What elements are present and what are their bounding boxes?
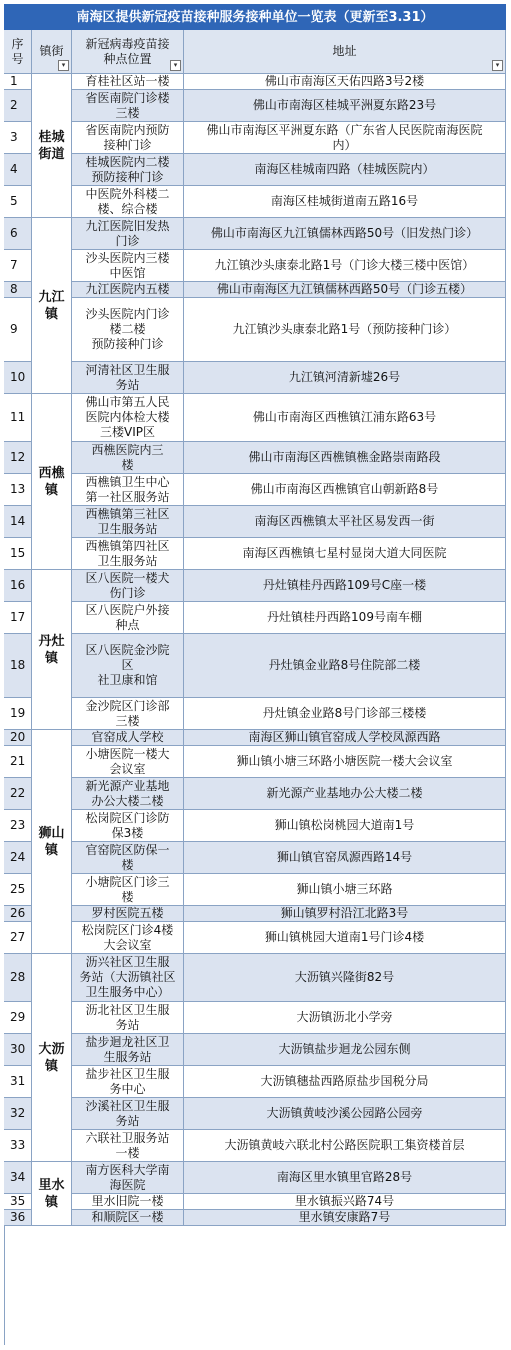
- site-cell: 西樵镇卫生中心 第一社区服务站: [72, 474, 184, 506]
- address-cell: 狮山镇小塘三环路: [184, 874, 506, 906]
- header-address[interactable]: [184, 30, 506, 74]
- row-number: 31: [4, 1066, 32, 1098]
- row-number: 21: [4, 746, 32, 778]
- town-cell: 九江 镇: [32, 218, 72, 394]
- table-title: 南海区提供新冠疫苗接种服务接种单位一览表（更新至3.31）: [4, 4, 506, 30]
- row-number: 11: [4, 394, 32, 442]
- site-cell: 省医南院内预防 接种门诊: [72, 122, 184, 154]
- site-cell: 沥兴社区卫生服 务站（大沥镇社区 卫生服务中心）: [72, 954, 184, 1002]
- address-cell: 九江镇沙头康泰北路1号（预防接种门诊）: [184, 298, 506, 362]
- site-cell: 新光源产业基地 办公大楼二楼: [72, 778, 184, 810]
- address-cell: 佛山市南海区平洲夏东路（广东省人民医院南海医院 内）: [184, 122, 506, 154]
- address-cell: 佛山市南海区九江镇儒林西路50号（门诊五楼）: [184, 282, 506, 298]
- site-cell: 佛山市第五人民 医院内体检大楼 三楼VIP区: [72, 394, 184, 442]
- town-cell: 里水 镇: [32, 1162, 72, 1226]
- address-cell: 佛山市南海区西樵镇官山朝新路8号: [184, 474, 506, 506]
- site-cell: 中医院外科楼二 楼、综合楼: [72, 186, 184, 218]
- row-number: 2: [4, 90, 32, 122]
- address-cell: 大沥镇沥北小学旁: [184, 1002, 506, 1034]
- header-site[interactable]: [72, 30, 184, 74]
- address-cell: 佛山市南海区桂城平洲夏东路23号: [184, 90, 506, 122]
- address-cell: 里水镇振兴路74号: [184, 1194, 506, 1210]
- row-number: 5: [4, 186, 32, 218]
- site-cell: 金沙院区门诊部 三楼: [72, 698, 184, 730]
- row-number: 22: [4, 778, 32, 810]
- site-cell: 西樵医院内三 楼: [72, 442, 184, 474]
- address-cell: 佛山市南海区西樵镇樵金路崇南路段: [184, 442, 506, 474]
- site-cell: 松岗院区门诊防 保3楼: [72, 810, 184, 842]
- site-cell: 桂城医院内二楼 预防接种门诊: [72, 154, 184, 186]
- row-number: 13: [4, 474, 32, 506]
- address-cell: 南海区里水镇里官路28号: [184, 1162, 506, 1194]
- address-cell: 佛山市南海区西樵镇江浦东路63号: [184, 394, 506, 442]
- site-cell: 沙溪社区卫生服 务站: [72, 1098, 184, 1130]
- address-cell: 丹灶镇金业路8号住院部二楼: [184, 634, 506, 698]
- address-cell: 大沥镇穗盐西路原盐步国税分局: [184, 1066, 506, 1098]
- site-cell: 区八医院一楼犬 伤门诊: [72, 570, 184, 602]
- row-number: 8: [4, 282, 32, 298]
- address-cell: 狮山镇桃园大道南1号门诊4楼: [184, 922, 506, 954]
- site-cell: 六联社卫服务站 一楼: [72, 1130, 184, 1162]
- town-cell: 西樵 镇: [32, 394, 72, 570]
- address-cell: 狮山镇罗村沿江北路3号: [184, 906, 506, 922]
- address-cell: 大沥镇黄岐沙溪公园路公园旁: [184, 1098, 506, 1130]
- row-number: 7: [4, 250, 32, 282]
- address-cell: 南海区桂城街道南五路16号: [184, 186, 506, 218]
- row-number: 28: [4, 954, 32, 1002]
- town-cell: 丹灶 镇: [32, 570, 72, 730]
- site-cell: 松岗院区门诊4楼 大会议室: [72, 922, 184, 954]
- row-number: 33: [4, 1130, 32, 1162]
- site-cell: 罗村医院五楼: [72, 906, 184, 922]
- row-number: 6: [4, 218, 32, 250]
- row-number: 23: [4, 810, 32, 842]
- site-cell: 沥北社区卫生服 务站: [72, 1002, 184, 1034]
- header-address-label: 地址: [332, 44, 357, 58]
- address-cell: 九江镇沙头康泰北路1号（门诊大楼三楼中医馆）: [184, 250, 506, 282]
- address-cell: 丹灶镇金业路8号门诊部三楼楼: [184, 698, 506, 730]
- header-town[interactable]: [32, 30, 72, 74]
- row-number: 3: [4, 122, 32, 154]
- header-no[interactable]: [4, 30, 32, 74]
- address-cell: 大沥镇黄岐六联北村公路医院职工集资楼首层: [184, 1130, 506, 1162]
- row-number: 27: [4, 922, 32, 954]
- address-cell: 佛山市南海区九江镇儒林西路50号（旧发热门诊）: [184, 218, 506, 250]
- site-cell: 河清社区卫生服 务站: [72, 362, 184, 394]
- site-cell: 小塘医院一楼大 会议室: [72, 746, 184, 778]
- site-cell: 区八医院金沙院 区 社卫康和馆: [72, 634, 184, 698]
- row-number: 25: [4, 874, 32, 906]
- row-number: 35: [4, 1194, 32, 1210]
- header-site-label: 新冠病毒疫苗接 种点位置: [85, 36, 170, 66]
- site-cell: 盐步社区卫生服 务中心: [72, 1066, 184, 1098]
- address-cell: 丹灶镇桂丹西路109号南车棚: [184, 602, 506, 634]
- address-cell: 大沥镇兴隆街82号: [184, 954, 506, 1002]
- address-cell: 南海区西樵镇太平社区易发西一街: [184, 506, 506, 538]
- address-cell: 南海区西樵镇七星村显岗大道大同医院: [184, 538, 506, 570]
- row-number: 12: [4, 442, 32, 474]
- site-cell: 里水旧院一楼: [72, 1194, 184, 1210]
- address-cell: 狮山镇小塘三环路小塘医院一楼大会议室: [184, 746, 506, 778]
- site-cell: 西樵镇第四社区 卫生服务站: [72, 538, 184, 570]
- row-number: 4: [4, 154, 32, 186]
- address-cell: 狮山镇官窑凤源西路14号: [184, 842, 506, 874]
- filter-dropdown-icon[interactable]: ▾: [492, 60, 503, 71]
- row-number: 30: [4, 1034, 32, 1066]
- site-cell: 小塘院区门诊三 楼: [72, 874, 184, 906]
- site-cell: 南方医科大学南 海医院: [72, 1162, 184, 1194]
- site-cell: 区八医院户外接 种点: [72, 602, 184, 634]
- town-cell: 狮山 镇: [32, 730, 72, 954]
- row-number: 24: [4, 842, 32, 874]
- row-number: 26: [4, 906, 32, 922]
- address-cell: 九江镇河清新墟26号: [184, 362, 506, 394]
- filter-dropdown-icon[interactable]: ▾: [58, 60, 69, 71]
- row-number: 10: [4, 362, 32, 394]
- site-cell: 盐步迴龙社区卫 生服务站: [72, 1034, 184, 1066]
- row-number: 17: [4, 602, 32, 634]
- address-cell: 南海区桂城南四路（桂城医院内）: [184, 154, 506, 186]
- address-cell: 丹灶镇桂丹西路109号C座一楼: [184, 570, 506, 602]
- site-cell: 九江医院内五楼: [72, 282, 184, 298]
- row-number: 29: [4, 1002, 32, 1034]
- site-cell: 育桂社区站一楼: [72, 74, 184, 90]
- row-number: 9: [4, 298, 32, 362]
- row-number: 20: [4, 730, 32, 746]
- town-cell: 大沥 镇: [32, 954, 72, 1162]
- site-cell: 沙头医院内三楼 中医馆: [72, 250, 184, 282]
- site-cell: 和顺院区一楼: [72, 1210, 184, 1226]
- row-number: 32: [4, 1098, 32, 1130]
- address-cell: 佛山市南海区天佑四路3号2楼: [184, 74, 506, 90]
- row-number: 34: [4, 1162, 32, 1194]
- site-cell: 西樵镇第三社区 卫生服务站: [72, 506, 184, 538]
- header-no-label: 序 号: [11, 36, 24, 66]
- row-number: 14: [4, 506, 32, 538]
- filter-dropdown-icon[interactable]: ▾: [170, 60, 181, 71]
- town-cell: 桂城 街道: [32, 74, 72, 218]
- address-cell: 南海区狮山镇官窑成人学校凤源西路: [184, 730, 506, 746]
- row-number: 36: [4, 1210, 32, 1226]
- row-number: 18: [4, 634, 32, 698]
- vaccination-sites-table: [4, 4, 506, 1345]
- row-number: 15: [4, 538, 32, 570]
- site-cell: 沙头医院内门诊 楼二楼 预防接种门诊: [72, 298, 184, 362]
- row-number: 1: [4, 74, 32, 90]
- row-number: 19: [4, 698, 32, 730]
- site-cell: 官窑成人学校: [72, 730, 184, 746]
- site-cell: 九江医院旧发热 门诊: [72, 218, 184, 250]
- site-cell: 官窑院区防保一 楼: [72, 842, 184, 874]
- address-cell: 大沥镇盐步迴龙公园东侧: [184, 1034, 506, 1066]
- site-cell: 省医南院门诊楼 三楼: [72, 90, 184, 122]
- address-cell: 里水镇安康路7号: [184, 1210, 506, 1226]
- address-cell: 狮山镇松岗桃园大道南1号: [184, 810, 506, 842]
- address-cell: 新光源产业基地办公大楼二楼: [184, 778, 506, 810]
- header-town-label: 镇街: [39, 44, 64, 58]
- row-number: 16: [4, 570, 32, 602]
